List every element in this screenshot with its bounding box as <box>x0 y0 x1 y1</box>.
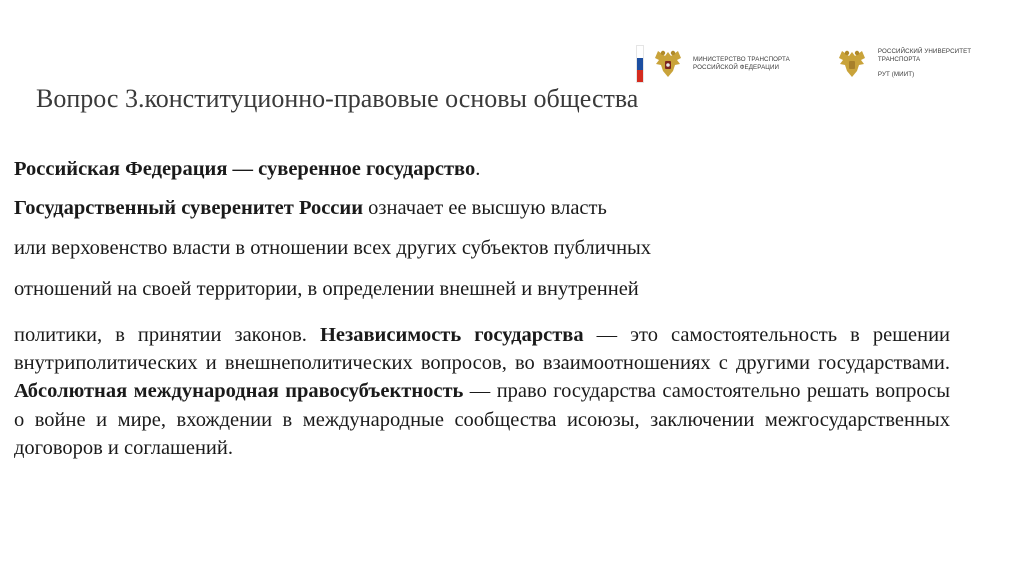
bold-phrase: Абсолютная международная правосубъектность <box>14 380 464 403</box>
text-line-1 <box>14 158 480 181</box>
russian-flag-icon <box>636 45 644 83</box>
university-name: РОССИЙСКИЙ УНИВЕРСИТЕТ ТРАНСПОРТА <box>877 48 972 63</box>
university-logo <box>832 40 971 87</box>
eagle-emblem-icon <box>648 44 688 84</box>
ministry-logo-text: МИНИСТЕРСТВО ТРАНСПОРТА РОССИЙСКОЙ ФЕДЕРАЦИИ <box>693 55 790 71</box>
eagle-emblem-icon <box>832 44 872 84</box>
text-span: . <box>475 158 481 180</box>
text-span: — право государства самостоятельно решать вопросы о войне и мире, вхождении в международные сообщества исоюзы, заключении межгосударственных договоров и соглашений. <box>14 380 950 459</box>
text-line-4: отношений на своей территории, в определении внешней и внутренней <box>14 278 639 300</box>
text-span: — это самостоятельность в решении внутриполитических и внешнеполитических вопросов, во взаимоотношениях с другими государствами. <box>14 324 951 375</box>
slide-title: Вопрос 3.конституционно-правовые основы общества <box>36 84 639 113</box>
justified-paragraph <box>14 321 950 462</box>
text-span: означает ее высшую власть <box>363 197 607 219</box>
university-logo-text <box>878 40 971 87</box>
header-logos <box>636 40 971 87</box>
text-span: политики, в принятии законов. <box>14 324 320 346</box>
bold-phrase: Российская Федерация — суверенное государство <box>14 158 476 180</box>
bold-phrase: Независимость государства <box>319 324 584 346</box>
text-line-3: или верховенство власти в отношении всех других субъектов публичных <box>14 237 652 259</box>
ministry-logo <box>636 44 790 84</box>
bold-phrase: Государственный суверенитет России <box>14 197 364 219</box>
text-line-2 <box>14 197 607 220</box>
university-abbrev: РУТ (МИИТ) <box>877 71 915 78</box>
